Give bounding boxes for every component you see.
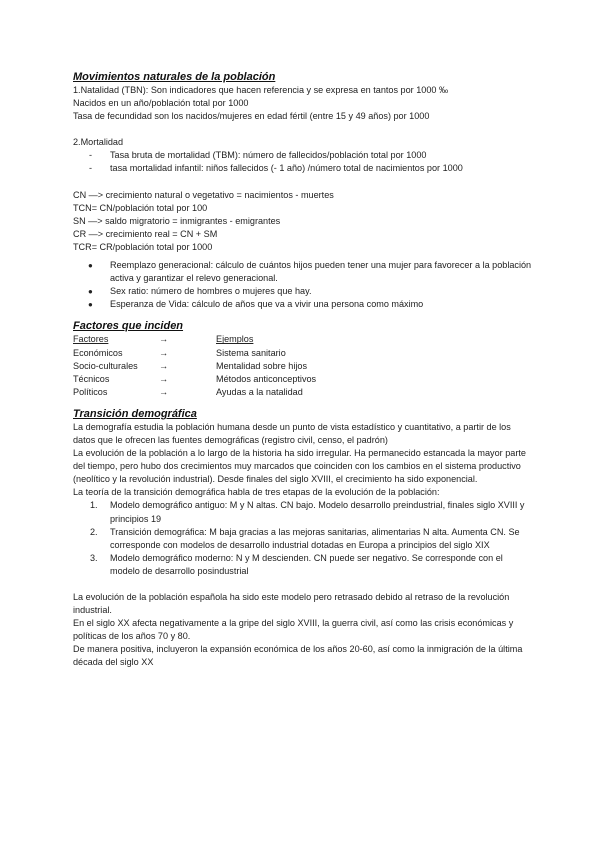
arrow-glyph: → (159, 373, 169, 384)
section-title-transicion: Transición demográfica (73, 407, 197, 420)
fecundidad-line: Tasa de fecundidad son los nacidos/mujeres en edad fértil (entre 15 y 49 años) por 1000 (73, 111, 430, 122)
arrow-glyph: → (159, 334, 169, 345)
mortalidad-heading: 2.Mortalidad (73, 137, 124, 148)
arrow-glyph: → (159, 360, 169, 371)
list-text: Transición demográfica: M baja gracias a las mejoras sanitarias, alimentarias N alta. Aumenta CN. Se corresponde con modelos de desarrollo industrial dotadas en Europa a principios del siglo XIX (110, 526, 520, 550)
example-cell: Métodos anticonceptivos (216, 373, 317, 384)
table-row (73, 386, 316, 399)
concepts-bullet-list (73, 259, 533, 311)
arrow-glyph: → (159, 386, 169, 397)
list-number: 3. (90, 552, 98, 563)
formula-cr: CR —> crecimiento real = CN + SM (73, 228, 218, 239)
section-title-factores: Factores que inciden (73, 320, 184, 333)
list-item: - tasa mortalidad infantil: niños fallecidos (- 1 año) /número total de nacimientos por 1000 (73, 162, 533, 175)
list-item (73, 499, 533, 525)
spacer (73, 123, 533, 136)
header-factores: Factores (73, 334, 109, 345)
list-item: - Tasa bruta de mortalidad (TBM): número de fallecidos/población total por 1000 (73, 149, 533, 162)
list-item: ● Sex ratio: número de hombres o mujeres que hay. (73, 285, 533, 298)
paragraph: La evolución de la población española ha sido este modelo pero retrasado debido al retraso de la revolución industrial. (73, 592, 510, 616)
mortalidad-list (73, 149, 533, 175)
list-item: ● Esperanza de Vida: cálculo de años que va a vivir una persona como máximo (73, 298, 533, 311)
formula-sn: SN —> saldo migratorio = inmigrantes - emigrantes (73, 215, 281, 226)
table-row (73, 373, 316, 386)
paragraph: La evolución de la población a lo largo de la historia ha sido irregular. Ha permanecido estancada la mayor parte del tiempo, pero hubo dos crecimientos muy marcados que coinciden con los cambios en el sistema productivo (neolítico y la revolución industrial). Desde finales del siglo XVIII, el crecimiento ha sido exponencial. (73, 448, 526, 485)
paragraph: De manera positiva, incluyeron la expansión económica de los años 20-60, así como la inmigración de la última década del siglo XX (73, 644, 523, 668)
factor-cell: Socio-culturales (73, 360, 138, 371)
formula-cn: CN —> crecimiento natural o vegetativo = nacimientos - muertes (73, 189, 334, 200)
formula-tcn: TCN= CN/población total por 100 (73, 202, 208, 213)
list-text: Modelo demográfico antiguo: M y N altas. CN bajo. Modelo desarrollo preindustrial, finales siglo XVIII y principios 19 (110, 500, 525, 524)
paragraph: La teoría de la transición demográfica habla de tres etapas de la evolución de la población: (73, 487, 440, 498)
header-ejemplos: Ejemplos (216, 334, 254, 345)
example-cell: Mentalidad sobre hijos (216, 360, 307, 371)
document-page (73, 70, 533, 670)
spacer (73, 176, 533, 189)
spacer (73, 578, 533, 591)
arrow-glyph: → (159, 347, 169, 358)
list-item (73, 552, 533, 578)
paragraph: En el siglo XX afecta negativamente a la gripe del siglo XVIII, la guerra civil, así como las crisis económicas y políticas de los años 70 y 80. (73, 618, 514, 642)
formula-tcr: TCR= CR/población total por 1000 (73, 241, 213, 252)
section-title-movimientos: Movimientos naturales de la población (73, 71, 276, 83)
list-number: 1. (90, 500, 98, 511)
table-row (73, 360, 316, 373)
natalidad-formula: Nacidos en un año/población total por 1000 (73, 98, 249, 109)
list-text: Modelo demográfico moderno: N y M descienden. CN puede ser negativo. Se corresponde con el modelo de desarrollo posindustrial (110, 552, 503, 576)
example-cell: Ayudas a la natalidad (216, 386, 303, 397)
list-item: ● Reemplazo generacional: cálculo de cuántos hijos pueden tener una mujer para favorecer a la población activa y garantizar el relevo generacional. (73, 259, 533, 285)
list-number: 2. (90, 526, 98, 537)
table-row (73, 347, 316, 360)
list-item (73, 526, 533, 552)
factors-table (73, 333, 316, 398)
paragraph: La demografía estudia la población humana desde un punto de vista estadístico y cuantitativo, a partir de los datos que le ofrecen las fuentes demográficas (registro civil, censo, el padrón) (73, 421, 511, 445)
example-cell: Sistema sanitario (216, 347, 286, 358)
factor-cell: Económicos (73, 347, 123, 358)
table-header-row (73, 333, 316, 346)
natalidad-line: 1.Natalidad (TBN): Son indicadores que hacen referencia y se expresa en tantos por 1000 ‰ (73, 85, 449, 95)
factor-cell: Políticos (73, 386, 108, 397)
stages-list (73, 499, 533, 578)
factor-cell: Técnicos (73, 373, 110, 384)
